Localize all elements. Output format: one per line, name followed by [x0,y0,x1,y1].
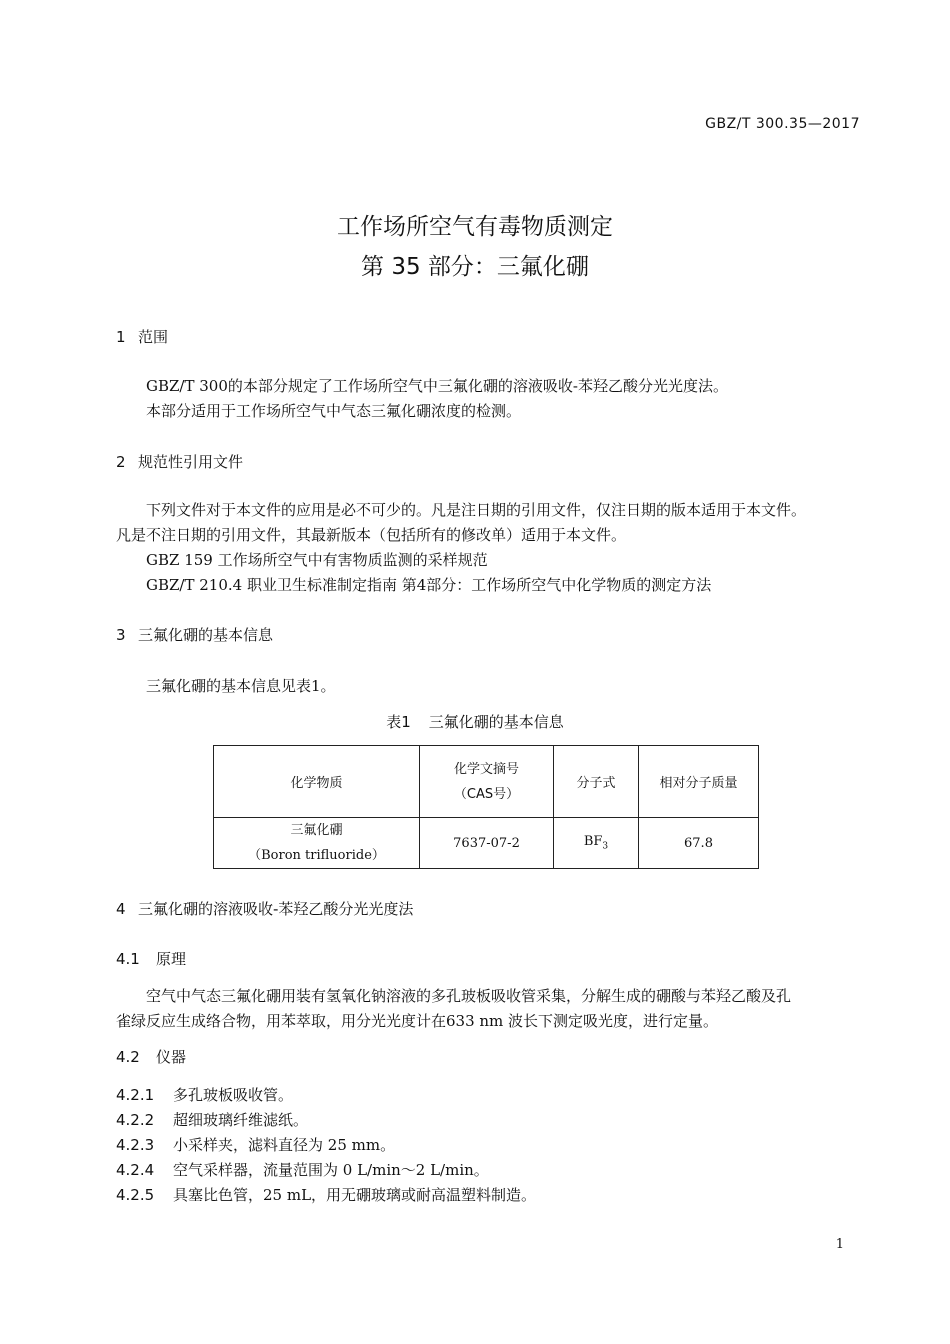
section-heading-4 [116,898,413,919]
item-number: 4.2.1 [116,1086,155,1104]
table-caption [0,711,950,732]
normative-paragraph-line-1: 下列文件对于本文件的应用是必不可少的。凡是注日期的引用文件，仅注日期的版本适用于本文件。 [146,501,807,519]
page-number: 1 [835,1237,844,1252]
formula-subscript: 3 [602,841,609,852]
header-chemical: 化学物质 [214,746,420,818]
item-number: 4.2.2 [116,1111,155,1129]
section-heading-1 [116,326,168,347]
document-subtitle: 第 35 部分：三氟化硼 [361,254,589,280]
section-number: 2 [116,453,126,471]
list-item [116,1184,536,1205]
section-title: 三氟化硼的溶液吸收-苯羟乙酸分光光度法 [138,900,414,918]
cell-formula [554,818,639,869]
item-text: 小采样夹，滤料直径为 25 mm。 [173,1136,396,1154]
header-cas [420,746,554,818]
item-number: 4.2.5 [116,1186,155,1204]
subsection-number: 4.1 [116,950,140,968]
normative-reference-2: GBZ/T 210.4 职业卫生标准制定指南 第4部分：工作场所空气中化学物质的测定方法 [146,576,712,594]
chemical-name-cn: 三氟化硼 [290,823,343,838]
section-number: 1 [116,328,126,346]
section-number: 4 [116,900,126,918]
subsection-number: 4.2 [116,1048,140,1066]
normative-reference-1: GBZ 159 工作场所空气中有害物质监测的采样规范 [146,551,488,569]
header-formula: 分子式 [554,746,639,818]
basic-info-paragraph: 三氟化硼的基本信息见表1。 [146,677,336,695]
item-text: 超细玻璃纤维滤纸。 [173,1111,309,1129]
section-heading-3 [116,624,273,645]
section-heading-2 [116,451,243,472]
cell-cas-number: 7637-07-2 [420,818,554,869]
document-title: 工作场所空气有毒物质测定 [337,214,613,240]
item-text: 空气采样器，流量范围为 0 L/min～2 L/min。 [173,1161,489,1179]
header-cas-line-1: 化学文摘号 [453,761,519,777]
basic-info-table [213,745,759,869]
item-number: 4.2.3 [116,1136,155,1154]
header-cas-line-2: （CAS号） [453,786,520,802]
principle-line-2: 雀绿反应生成络合物，用苯萃取，用分光光度计在633 nm 波长下测定吸光度，进行定量。 [116,1012,719,1030]
list-item [116,1084,293,1105]
section-title: 范围 [138,328,169,346]
section-title: 三氟化硼的基本信息 [138,626,274,644]
cell-chemical-name [214,818,420,869]
header-molar-mass: 相对分子质量 [639,746,759,818]
cell-molar-mass: 67.8 [639,818,759,869]
scope-paragraph-2: 本部分适用于工作场所空气中气态三氟化硼浓度的检测。 [146,402,522,420]
subsection-title: 原理 [156,950,187,968]
section-title: 规范性引用文件 [138,453,244,471]
scope-paragraph-1: GBZ/T 300的本部分规定了工作场所空气中三氟化硼的溶液吸收-苯羟乙酸分光光度法。 [146,377,728,395]
table-header-row [214,746,759,818]
list-item [116,1159,489,1180]
item-text: 具塞比色管，25 mL，用无硼玻璃或耐高温塑料制造。 [173,1186,537,1204]
table-row [214,818,759,869]
subsection-heading-4-2 [116,1046,186,1067]
table-caption-title: 三氟化硼的基本信息 [428,713,564,731]
list-item [116,1109,308,1130]
section-number: 3 [116,626,126,644]
subsection-title: 仪器 [156,1048,187,1066]
normative-paragraph-line-2: 凡是不注日期的引用文件，其最新版本（包括所有的修改单）适用于本文件。 [116,526,627,544]
chemical-name-en: （Boron trifluoride） [248,848,385,863]
item-text: 多孔玻板吸收管。 [173,1086,294,1104]
item-number: 4.2.4 [116,1161,155,1179]
principle-line-1: 空气中气态三氟化硼用装有氢氧化钠溶液的多孔玻板吸收管采集，分解生成的硼酸与苯羟乙酸及孔 [146,987,792,1005]
table-caption-number: 表1 [386,713,411,731]
formula-base: BF [583,834,603,850]
standard-number: GBZ/T 300.35—2017 [705,116,860,132]
subsection-heading-4-1 [116,948,186,969]
list-item [116,1134,395,1155]
